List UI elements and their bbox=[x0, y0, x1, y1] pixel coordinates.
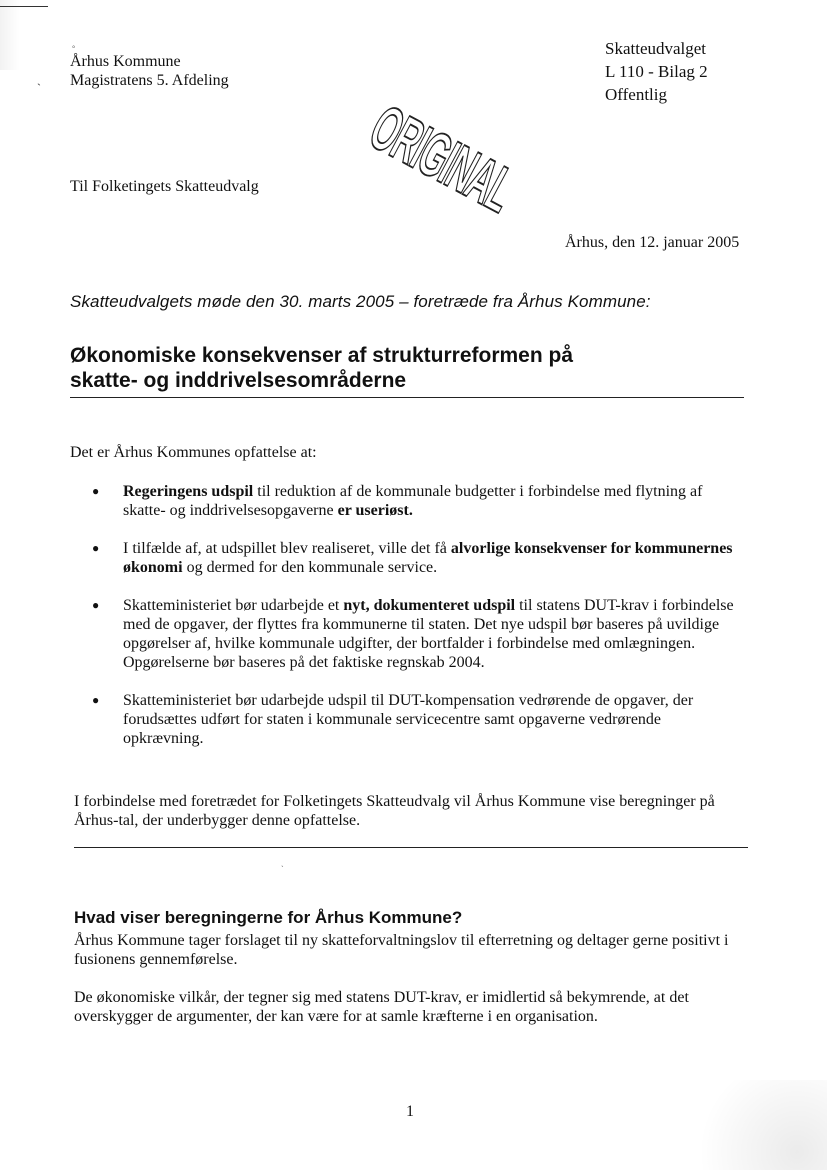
svg-text:ORIGINAL: ORIGINAL bbox=[358, 92, 551, 240]
section-paragraph-2: De økonomiske vilkår, der tegner sig med statens DUT-krav, er imidlertid så bekymrende, at det overskygger de argumenter, der kan være for at samle kræfterne i en organisation. bbox=[74, 989, 689, 1025]
meeting-line: Skatteudvalgets møde den 30. marts 2005 – foretræde fra Århus Kommune: bbox=[70, 292, 651, 311]
reference-bill: L 110 - Bilag 2 bbox=[605, 62, 708, 81]
original-stamp bbox=[358, 80, 551, 240]
main-title bbox=[70, 343, 750, 393]
intro-text: Det er Århus Kommunes opfattelse at: bbox=[70, 444, 317, 461]
reference-status: Offentlig bbox=[605, 85, 668, 104]
list-item-text: Skatteministeriet bør udarbejde udspil til DUT-kompensation vedrørende de opgaver, der forudsættes udført for staten i kommunale servicecentre samt opgaverne vedrørende opkrævning. bbox=[123, 692, 694, 747]
page-number: 1 bbox=[406, 1103, 414, 1120]
margin-mark: ˏ bbox=[37, 72, 41, 86]
scan-edge-shadow bbox=[0, 0, 20, 70]
scan-speck: ° bbox=[72, 44, 76, 53]
corner-rule bbox=[0, 6, 48, 7]
list-item bbox=[92, 596, 742, 672]
title-underline bbox=[70, 397, 744, 398]
bullet-icon bbox=[92, 596, 99, 615]
addressee: Til Folketingets Skatteudvalg bbox=[70, 178, 259, 195]
section-heading: Hvad viser beregningerne for Århus Kommune? bbox=[74, 908, 463, 927]
sender-department: Magistratens 5. Afdeling bbox=[70, 72, 229, 89]
main-title-line-2: skatte- og inddrivelsesområderne bbox=[70, 369, 407, 392]
bullet-icon bbox=[92, 482, 99, 501]
sender-name: Århus Kommune bbox=[70, 53, 181, 70]
list-item-text: Regeringens udspil til reduktion af de kommunale budgetter i forbindelse med flytning af skatte- og inddrivelsesopgaverne er useriøst. bbox=[123, 483, 703, 519]
scan-noise bbox=[677, 1080, 827, 1170]
conclusion-paragraph: I forbindelse med foretrædet for Folketingets Skatteudvalg vil Århus Kommune vise beregninger på Århus-tal, der underbygger denne opfattelse. bbox=[74, 793, 715, 829]
list-item bbox=[92, 482, 742, 520]
bullet-icon bbox=[92, 691, 99, 710]
scan-speck: ˏ bbox=[281, 858, 284, 867]
date-line: Århus, den 12. januar 2005 bbox=[565, 234, 740, 251]
reference-block bbox=[605, 37, 708, 106]
opinion-list bbox=[92, 482, 742, 767]
list-item-text: Skatteministeriet bør udarbejde et nyt, dokumenteret udspil til statens DUT-krav i forbindelse med de opgaver, der flyttes fra kommunerne til staten. Det nye udspil bør baseres på uvildige opgørelser af, hvilke kommunale udgifter, der bortfalder i forbindelse med omlægningen. Opgørelserne bør baseres på det faktiske regnskab 2004. bbox=[123, 597, 734, 671]
reference-committee: Skatteudvalget bbox=[605, 39, 707, 58]
bullet-icon bbox=[92, 539, 99, 558]
list-item bbox=[92, 539, 742, 577]
main-title-line-1: Økonomiske konsekvenser af strukturreformen på bbox=[70, 344, 574, 367]
list-item bbox=[92, 691, 742, 748]
sender-block bbox=[70, 52, 229, 90]
section-divider bbox=[74, 847, 748, 848]
section-paragraph-1: Århus Kommune tager forslaget til ny skatteforvaltningslov til efterretning og deltager gerne positivt i fusionens gennemførelse. bbox=[74, 932, 729, 968]
list-item-text: I tilfælde af, at udspillet blev realiseret, ville det få alvorlige konsekvenser for kommunernes økonomi og dermed for den kommunale service. bbox=[123, 540, 733, 576]
